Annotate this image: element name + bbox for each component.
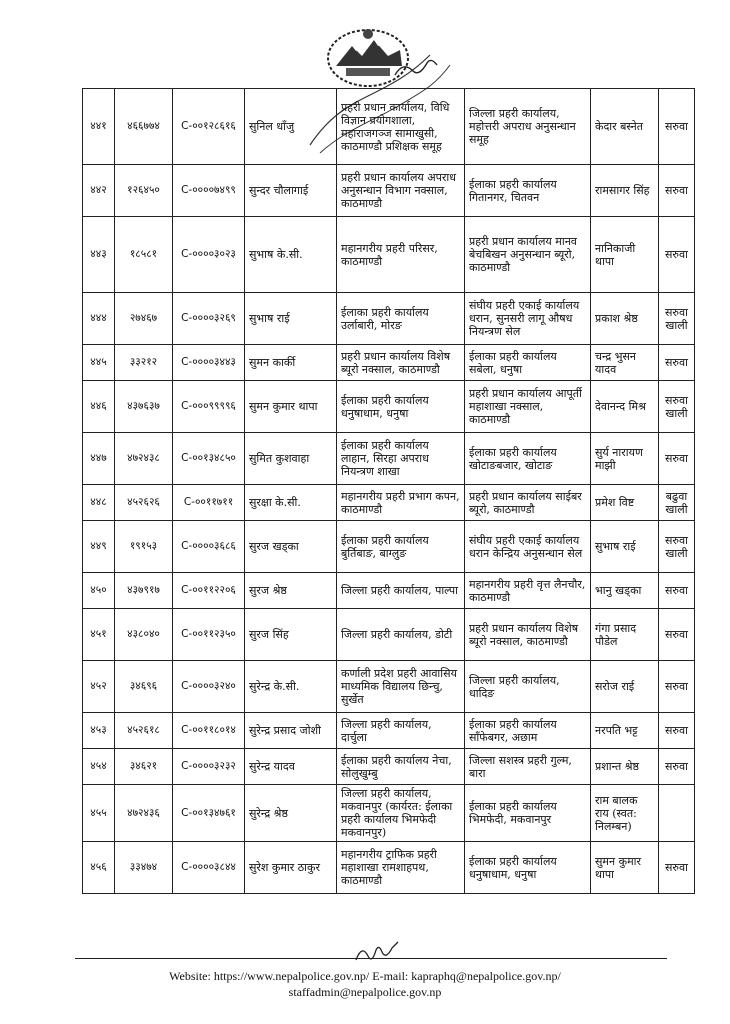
serial-number: ४५३	[83, 713, 115, 749]
person-name: सुन्दर चौलागाई	[245, 165, 337, 217]
approver-name: केदार बस्नेत	[591, 89, 659, 165]
from-office: प्रहरी प्रधान कार्यालय, विधि विज्ञान प्रयोगशाला, महाराजगञ्ज सामाखुसी, काठमाण्डौ प्रशिक्षक समूह	[337, 89, 465, 165]
serial-number: ४४८	[83, 485, 115, 521]
to-office: महानगरीय प्रहरी वृत्त लैनचौर, काठमाण्डौ	[465, 573, 591, 609]
table-row	[83, 381, 695, 433]
serial-number: ४४४	[83, 293, 115, 345]
person-name: सुरज सिंह	[245, 609, 337, 661]
person-name: सुरेन्द्र के.सी.	[245, 661, 337, 713]
employee-code: C-००००३२३२	[173, 749, 245, 785]
approver-name: गंगा प्रसाद पौडेल	[591, 609, 659, 661]
serial-number: ४५२	[83, 661, 115, 713]
employee-code: C-००००३४४३	[173, 345, 245, 381]
to-office: संघीय प्रहरी एकाई कार्यालय धरान केन्द्रिय अनुसन्धान सेल	[465, 521, 591, 573]
to-office: प्रहरी प्रधान कार्यालय विशेष ब्यूरो नक्साल, काठमाण्डौ	[465, 609, 591, 661]
to-office: ईलाका प्रहरी कार्यालय सबेला, धनुषा	[465, 345, 591, 381]
remark: सरुवा	[659, 749, 695, 785]
table-row	[83, 165, 695, 217]
table-row	[83, 89, 695, 165]
person-name: सुनिल धाँजु	[245, 89, 337, 165]
personnel-id: २७४६७	[115, 293, 173, 345]
to-office: ईलाका प्रहरी कार्यालय गितानगर, चितवन	[465, 165, 591, 217]
remark: सरुवा	[659, 842, 695, 894]
personnel-id: ४७२४३६	[115, 785, 173, 842]
person-name: सुमन कुमार थापा	[245, 381, 337, 433]
approver-name: प्रकाश श्रेष्ठ	[591, 293, 659, 345]
table-row	[83, 661, 695, 713]
personnel-id: ४७२४३८	[115, 433, 173, 485]
personnel-id: ४३७६३७	[115, 381, 173, 433]
person-name: सुरेन्द्र श्रेष्ठ	[245, 785, 337, 842]
footer-line-2: staffadmin@nepalpolice.gov.np	[288, 985, 442, 999]
serial-number: ४४५	[83, 345, 115, 381]
remark: सरुवा	[659, 609, 695, 661]
from-office: कर्णाली प्रदेश प्रहरी आवासिय माध्यमिक विद्यालय छिन्चु, सुर्खेत	[337, 661, 465, 713]
approver-name: सुर्य नारायण माझी	[591, 433, 659, 485]
to-office: संघीय प्रहरी एकाई कार्यालय धरान, सुनसरी लागू औषध नियन्त्रण सेल	[465, 293, 591, 345]
remark: सरुवा	[659, 713, 695, 749]
approver-name: रामसागर सिंह	[591, 165, 659, 217]
to-office: ईलाका प्रहरी कार्यालय धनुषाधाम, धनुषा	[465, 842, 591, 894]
remark: सरुवा खाली	[659, 521, 695, 573]
serial-number: ४४२	[83, 165, 115, 217]
transfer-roster-table	[82, 88, 695, 894]
footer-line-1: Website: https://www.nepalpolice.gov.np/ E-mail: kapraphq@nepalpolice.gov.np/	[169, 969, 561, 983]
employee-code: C-००००७४९९	[173, 165, 245, 217]
serial-number: ४४७	[83, 433, 115, 485]
employee-code: C-००११८०१४	[173, 713, 245, 749]
table-row	[83, 573, 695, 609]
remark: बढुवा खाली	[659, 485, 695, 521]
personnel-id: ४६६७७४	[115, 89, 173, 165]
personnel-id: १८५८१	[115, 217, 173, 293]
serial-number: ४४९	[83, 521, 115, 573]
footer-contact	[0, 968, 730, 1000]
remark: सरुवा	[659, 217, 695, 293]
to-office: ईलाका प्रहरी कार्यालय खोटाङबजार, खोटाङ	[465, 433, 591, 485]
remark: सरुवा	[659, 661, 695, 713]
personnel-id: ३४६९६	[115, 661, 173, 713]
roster-body	[83, 89, 695, 894]
serial-number: ४५०	[83, 573, 115, 609]
personnel-id: ३३२१२	[115, 345, 173, 381]
from-office: महानगरीय प्रहरी परिसर, काठमाण्डौ	[337, 217, 465, 293]
approver-name: सुमन कुमार थापा	[591, 842, 659, 894]
person-name: सुमन कार्की	[245, 345, 337, 381]
employee-code: C-००००३०२३	[173, 217, 245, 293]
approver-name: भानु खड्का	[591, 573, 659, 609]
to-office: ईलाका प्रहरी कार्यालय साँफेबगर, अछाम	[465, 713, 591, 749]
serial-number: ४४३	[83, 217, 115, 293]
employee-code: C-००११७११	[173, 485, 245, 521]
person-name: सुरेन्द्र यादव	[245, 749, 337, 785]
table-row	[83, 842, 695, 894]
to-office: जिल्ला प्रहरी कार्यालय, महोत्तरी अपराध अनुसन्धान समूह	[465, 89, 591, 165]
from-office: ईलाका प्रहरी कार्यालय धनुषाधाम, धनुषा	[337, 381, 465, 433]
from-office: प्रहरी प्रधान कार्यालय विशेष ब्यूरो नक्साल, काठमाण्डौ	[337, 345, 465, 381]
to-office: प्रहरी प्रधान कार्यालय आपूर्ती महाशाखा नक्साल, काठमाण्डौ	[465, 381, 591, 433]
table-row	[83, 749, 695, 785]
serial-number: ४४६	[83, 381, 115, 433]
personnel-id: ४५२६२६	[115, 485, 173, 521]
employee-code: C-००००३२६९	[173, 293, 245, 345]
employee-code: C-००१२८६१६	[173, 89, 245, 165]
person-name: सुभाष के.सी.	[245, 217, 337, 293]
person-name: सुरज खड्का	[245, 521, 337, 573]
table-row	[83, 713, 695, 749]
serial-number: ४५५	[83, 785, 115, 842]
from-office: ईलाका प्रहरी कार्यालय लाहान, सिरहा अपराध नियन्त्रण शाखा	[337, 433, 465, 485]
approver-name: नानिकाजी थापा	[591, 217, 659, 293]
from-office: ईलाका प्रहरी कार्यालय उर्लाबारी, मोरङ	[337, 293, 465, 345]
approver-name: देवानन्द मिश्र	[591, 381, 659, 433]
employee-code: C-००००३२४०	[173, 661, 245, 713]
from-office: प्रहरी प्रधान कार्यालय अपराध अनुसन्धान विभाग नक्साल, काठमाण्डौ	[337, 165, 465, 217]
approver-name: नरपति भट्ट	[591, 713, 659, 749]
remark: सरुवा	[659, 433, 695, 485]
remark: सरुवा खाली	[659, 381, 695, 433]
table-row	[83, 433, 695, 485]
to-office: प्रहरी प्रधान कार्यालय मानव बेचबिखन अनुसन्धान ब्यूरो, काठमाण्डौ	[465, 217, 591, 293]
from-office: जिल्ला प्रहरी कार्यालय, पाल्पा	[337, 573, 465, 609]
person-name: सुरक्षा के.सी.	[245, 485, 337, 521]
approver-name: चन्द्र भुसन यादव	[591, 345, 659, 381]
personnel-id: १२६४५०	[115, 165, 173, 217]
employee-code: C-००१३४७६१	[173, 785, 245, 842]
from-office: ईलाका प्रहरी कार्यालय बुर्तिबाङ, बाग्लुङ	[337, 521, 465, 573]
employee-code: C-०००९९९९६	[173, 381, 245, 433]
table-row	[83, 485, 695, 521]
table-row	[83, 345, 695, 381]
signature-icon	[352, 940, 404, 966]
remark: सरुवा	[659, 345, 695, 381]
approver-name: राम बालक राय (स्वत: निलम्बन)	[591, 785, 659, 842]
to-office: जिल्ला प्रहरी कार्यालय, धादिङ	[465, 661, 591, 713]
from-office: जिल्ला प्रहरी कार्यालय, दार्चुला	[337, 713, 465, 749]
from-office: जिल्ला प्रहरी कार्यालय, मकवानपुर (कार्यरत: ईलाका प्रहरी कार्यालय भिमफेदी मकवानपुर)	[337, 785, 465, 842]
personnel-id: ४३८०४०	[115, 609, 173, 661]
remark: सरुवा	[659, 89, 695, 165]
employee-code: C-००११२२०६	[173, 573, 245, 609]
serial-number: ४४१	[83, 89, 115, 165]
remark: सरुवा	[659, 573, 695, 609]
employee-code: C-००००३६८६	[173, 521, 245, 573]
table-row	[83, 609, 695, 661]
to-office: ईलाका प्रहरी कार्यालय भिमफेदी, मकवानपुर	[465, 785, 591, 842]
serial-number: ४५४	[83, 749, 115, 785]
employee-code: C-००००३८४४	[173, 842, 245, 894]
approver-name: प्रमेश विष्ट	[591, 485, 659, 521]
approver-name: प्रशान्त श्रेष्ठ	[591, 749, 659, 785]
serial-number: ४५१	[83, 609, 115, 661]
from-office: महानगरीय ट्राफिक प्रहरी महाशाखा रामशाहपथ, काठमाण्डौ	[337, 842, 465, 894]
serial-number: ४५६	[83, 842, 115, 894]
table-row	[83, 293, 695, 345]
to-office: प्रहरी प्रधान कार्यालय साईबर ब्यूरो, काठमाण्डौ	[465, 485, 591, 521]
employee-code: C-००१३४८५०	[173, 433, 245, 485]
personnel-id: ३४६२१	[115, 749, 173, 785]
person-name: सुरेन्द्र प्रसाद जोशी	[245, 713, 337, 749]
table-row	[83, 521, 695, 573]
person-name: सुरेश कुमार ठाकुर	[245, 842, 337, 894]
personnel-id: ४५२६१८	[115, 713, 173, 749]
personnel-id: ३३४७४	[115, 842, 173, 894]
approver-name: सुभाष राई	[591, 521, 659, 573]
person-name: सुमित कुशवाहा	[245, 433, 337, 485]
from-office: जिल्ला प्रहरी कार्यालय, डोटी	[337, 609, 465, 661]
table-row	[83, 785, 695, 842]
table-row	[83, 217, 695, 293]
to-office: जिल्ला सशस्त्र प्रहरी गुल्म, बारा	[465, 749, 591, 785]
employee-code: C-००११२३५०	[173, 609, 245, 661]
from-office: ईलाका प्रहरी कार्यालय नेचा, सोलुखुम्बु	[337, 749, 465, 785]
approver-name: सरोज राई	[591, 661, 659, 713]
person-name: सुभाष राई	[245, 293, 337, 345]
personnel-id: १९१५३	[115, 521, 173, 573]
personnel-id: ४३७९१७	[115, 573, 173, 609]
from-office: महानगरीय प्रहरी प्रभाग कपन, काठमाण्डौ	[337, 485, 465, 521]
remark: सरुवा	[659, 165, 695, 217]
person-name: सुरज श्रेष्ठ	[245, 573, 337, 609]
remark	[659, 785, 695, 842]
remark: सरुवा खाली	[659, 293, 695, 345]
